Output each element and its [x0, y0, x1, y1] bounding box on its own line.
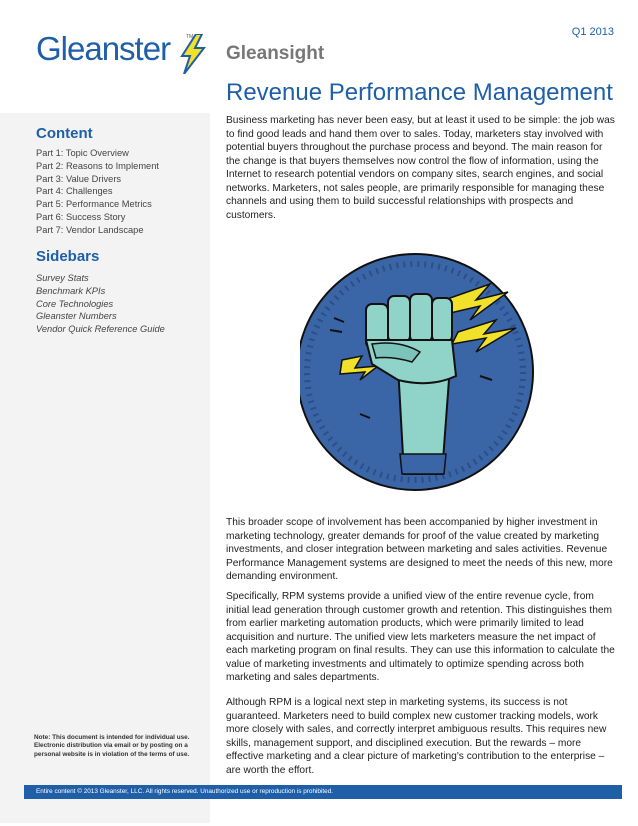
logo-bolt-icon	[176, 34, 210, 74]
sidebar	[0, 113, 210, 823]
intro-paragraph: Business marketing has never been easy, but at least it used to be simple: the job was to find good leads and hand them over to sales. Today, marketers stay involved with potential buyers throughout the purchase process and beyond. The main reason for the change is that buyers themselves now control the flow of information, using the Internet to research potential vendors on company sites, search engines, and social networks. Marketers, not sales people, are primarily responsible for managing these channels and using them to build successful relationships with prospects and customers.	[226, 115, 615, 221]
copyright-text: Entire content © 2013 Gleanster, LLC. All rights reserved. Unauthorized use or reproduction is prohibited.	[36, 788, 334, 795]
toc-item[interactable]: Part 7: Vendor Landscape	[36, 224, 144, 235]
usage-note: Note: This document is intended for individual use. Electronic distribution via email or by posting on a personal website is in violation of the terms of use.	[34, 734, 190, 758]
toc-item[interactable]: Part 2: Reasons to Implement	[36, 160, 159, 171]
body-paragraph-3: Specifically, RPM systems provide a unified view of the entire revenue cycle, from initial lead generation through customer growth and retention. This distinguishes them from earlier marketing automation products, which were primarily limited to lead acquisition and nurture. The unified view lets marketers measure the net impact of each marketing program on final results. They can use this information to calculate the value of marketing investments and ultimately to optimize spending across both marketing and sales departments.	[226, 591, 615, 683]
toc-list	[36, 147, 159, 237]
gleanster-logo	[36, 26, 216, 76]
toc-item[interactable]: Part 5: Performance Metrics	[36, 199, 152, 210]
sidebar-link[interactable]: Benchmark KPIs	[36, 285, 106, 296]
sidebar-link[interactable]: Vendor Quick Reference Guide	[36, 324, 165, 335]
sidebar-link[interactable]: Survey Stats	[36, 273, 89, 283]
brand-name: Gleansight	[226, 43, 325, 64]
body-paragraph-2: This broader scope of involvement has been accompanied by higher investment in marketing technology, greater demands for proof of the value created by marketing investments, and closer integration between marketing and sales activities. Revenue Performance Management systems are designed to meet the needs of this new, more demanding environment.	[226, 517, 613, 582]
footer-bar	[24, 785, 622, 799]
logo-trademark: TM	[186, 34, 194, 40]
content-heading: Content	[36, 125, 93, 142]
fist-lightning-icon	[300, 248, 536, 498]
logo-text: Gleanster	[36, 30, 171, 67]
toc-item[interactable]: Part 1: Topic Overview	[36, 148, 129, 158]
sidebar-link[interactable]: Core Technologies	[36, 298, 114, 309]
sidebars-list	[36, 272, 165, 336]
toc-item[interactable]: Part 3: Value Drivers	[36, 173, 122, 184]
issue-quarter: Q1 2013	[571, 26, 614, 38]
body-paragraph-4: Although RPM is a logical next step in marketing systems, its success is not guaranteed. Marketers need to build complex new customer tracking models, work more closely with sales, and correctly interpret ambiguous results. This requires new skills, management support, and disciplined execution. But the rewards – more effective marketing and a clear picture of marketing's contribution to the enterprise – are worth the effort.	[226, 697, 607, 776]
sidebars-heading: Sidebars	[36, 248, 100, 265]
toc-item[interactable]: Part 6: Success Story	[36, 211, 126, 222]
toc-item[interactable]: Part 4: Challenges	[36, 186, 113, 197]
page-title: Revenue Performance Management	[226, 79, 613, 106]
sidebar-link[interactable]: Gleanster Numbers	[36, 311, 117, 322]
